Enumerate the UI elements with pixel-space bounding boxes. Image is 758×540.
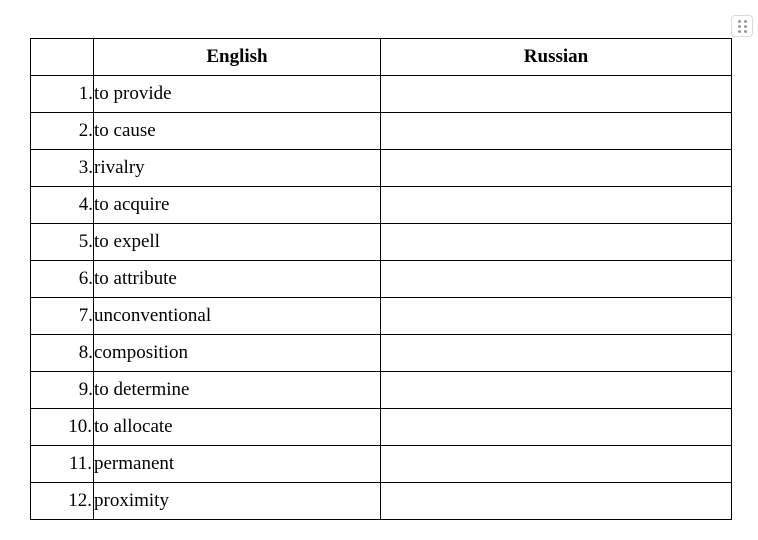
english-term[interactable]: to determine <box>94 372 381 409</box>
russian-translation-cell[interactable] <box>381 261 732 298</box>
table-row <box>31 76 732 113</box>
row-number: 2. <box>31 113 94 150</box>
russian-translation-cell[interactable] <box>381 150 732 187</box>
russian-translation-cell[interactable] <box>381 224 732 261</box>
header-russian: Russian <box>381 39 732 76</box>
table-row <box>31 446 732 483</box>
english-term[interactable]: proximity <box>94 483 381 520</box>
russian-translation-cell[interactable] <box>381 187 732 224</box>
table-drag-handle-icon[interactable] <box>731 15 753 37</box>
table-header-row <box>31 39 732 76</box>
row-number: 1. <box>31 76 94 113</box>
table-row <box>31 261 732 298</box>
vocabulary-table <box>30 38 732 520</box>
english-term[interactable]: to expell <box>94 224 381 261</box>
russian-translation-cell[interactable] <box>381 446 732 483</box>
english-term[interactable]: permanent <box>94 446 381 483</box>
table-row <box>31 113 732 150</box>
header-english: English <box>94 39 381 76</box>
english-term[interactable]: to provide <box>94 76 381 113</box>
russian-translation-cell[interactable] <box>381 372 732 409</box>
table-row <box>31 187 732 224</box>
table-row <box>31 483 732 520</box>
english-term[interactable]: to cause <box>94 113 381 150</box>
row-number: 11. <box>31 446 94 483</box>
english-term[interactable]: unconventional <box>94 298 381 335</box>
russian-translation-cell[interactable] <box>381 113 732 150</box>
row-number: 6. <box>31 261 94 298</box>
header-number <box>31 39 94 76</box>
english-term[interactable]: to allocate <box>94 409 381 446</box>
russian-translation-cell[interactable] <box>381 483 732 520</box>
table-row <box>31 409 732 446</box>
row-number: 3. <box>31 150 94 187</box>
russian-translation-cell[interactable] <box>381 298 732 335</box>
english-term[interactable]: to acquire <box>94 187 381 224</box>
row-number: 8. <box>31 335 94 372</box>
russian-translation-cell[interactable] <box>381 76 732 113</box>
table-row <box>31 150 732 187</box>
english-term[interactable]: rivalry <box>94 150 381 187</box>
russian-translation-cell[interactable] <box>381 335 732 372</box>
row-number: 4. <box>31 187 94 224</box>
row-number: 7. <box>31 298 94 335</box>
table-row <box>31 335 732 372</box>
table-row <box>31 224 732 261</box>
table-row <box>31 372 732 409</box>
russian-translation-cell[interactable] <box>381 409 732 446</box>
row-number: 5. <box>31 224 94 261</box>
english-term[interactable]: composition <box>94 335 381 372</box>
row-number: 12. <box>31 483 94 520</box>
english-term[interactable]: to attribute <box>94 261 381 298</box>
row-number: 9. <box>31 372 94 409</box>
table-row <box>31 298 732 335</box>
row-number: 10. <box>31 409 94 446</box>
